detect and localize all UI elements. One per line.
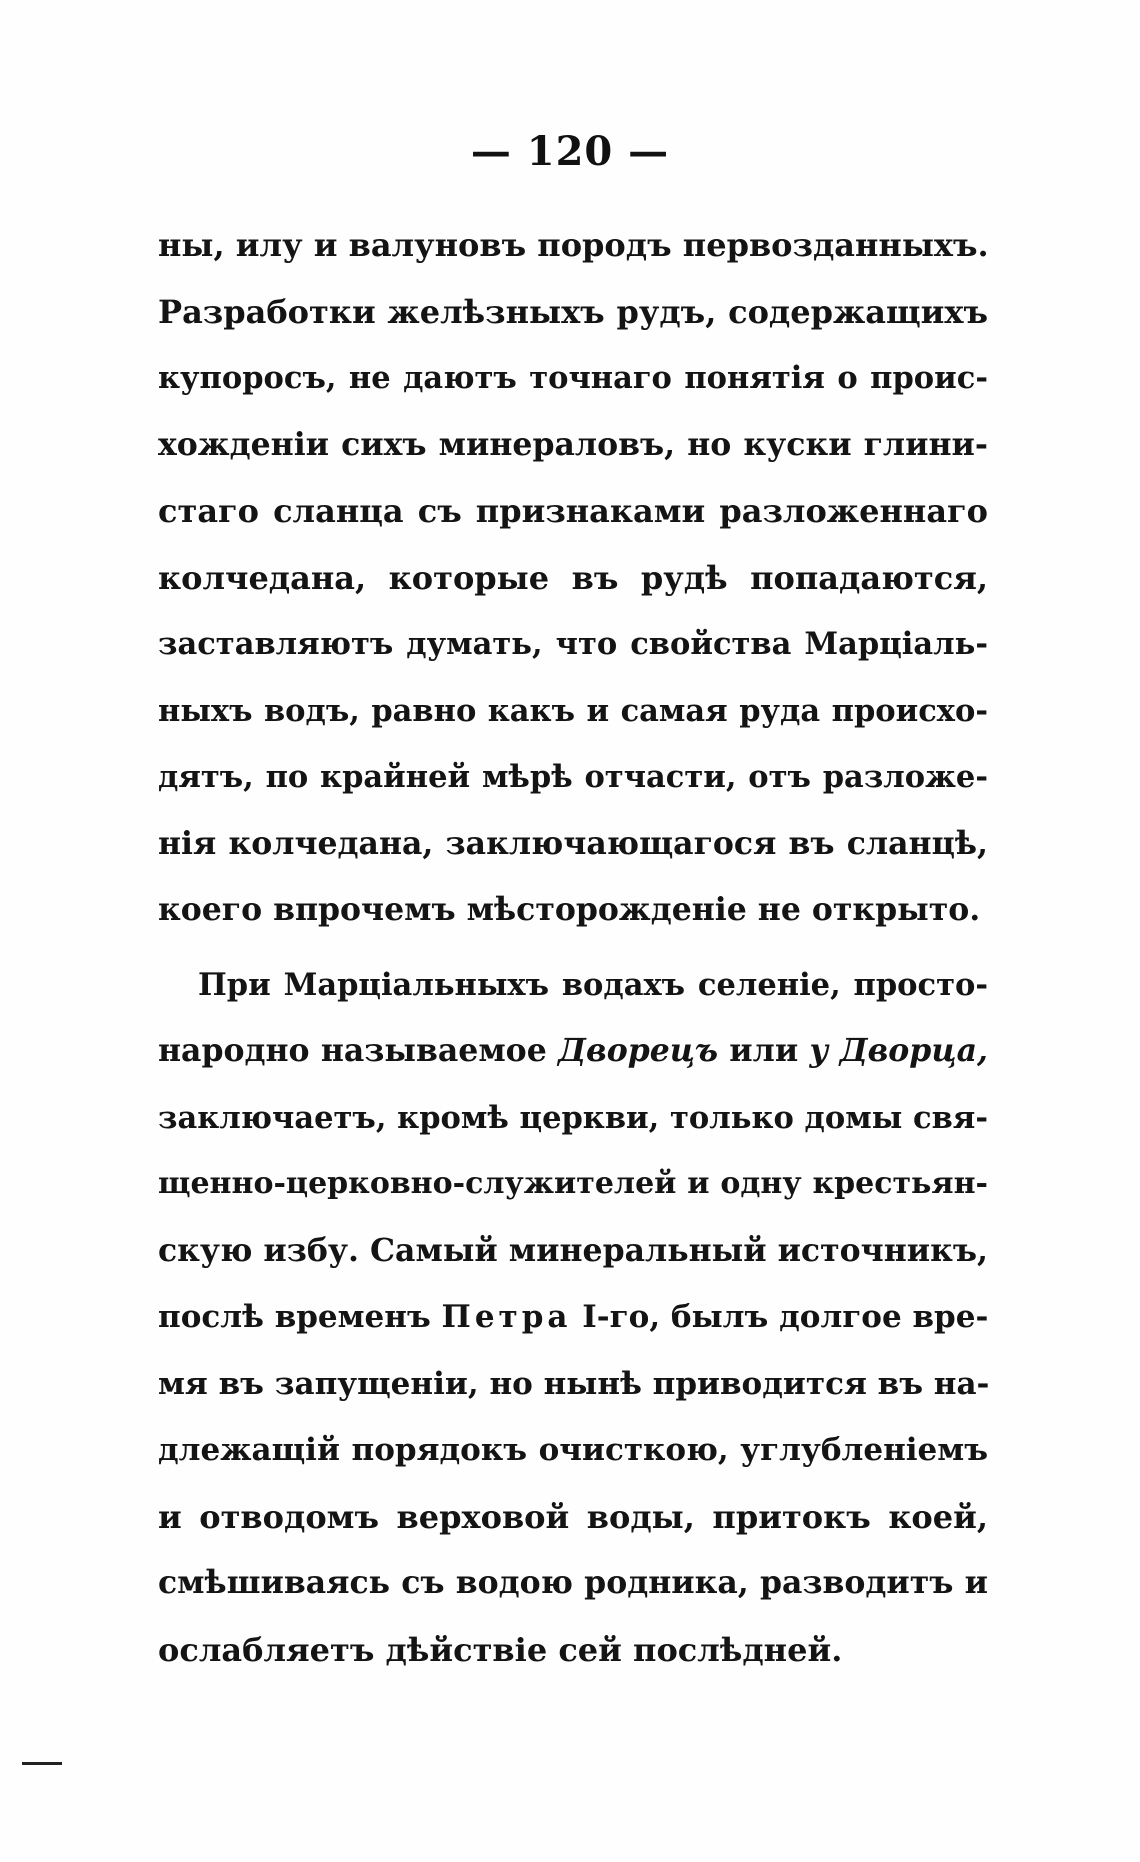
text-run: народно называемое [158,1032,559,1069]
text-line: скую избу. Самый минеральный источникъ, [158,1231,988,1269]
spaced-name: Петра [441,1299,572,1335]
text-run: или [718,1032,810,1069]
page-number: — 120 — [470,128,670,175]
text-line: мя въ запущеніи, но нынѣ приводится въ на- [158,1365,990,1402]
body-text [158,212,988,1683]
text-line: заставляютъ думать, что свойства Марціаль- [158,626,988,662]
text-line: коего впрочемъ мѣсторожденіе не открыто. [158,891,981,928]
text-line: купоросъ, не даютъ точнаго понятія о проис- [158,360,988,396]
text-line: и отводомъ верховой воды, притокъ коей, [158,1497,988,1536]
text-line: ны, илу и валуновъ породъ первозданныхъ. [158,226,989,264]
text-line [158,1018,988,1085]
text-line: дятъ, по крайней мѣрѣ отчасти, отъ разложе- [158,759,988,795]
italic-place-name: Дворецъ [558,1032,718,1069]
text-run: I-го, былъ долгое вре- [571,1299,989,1335]
paragraph-1 [158,212,988,944]
text-line: ныхъ водъ, равно какъ и самая руда происхо- [158,692,988,729]
paragraph-gap [158,944,988,952]
text-line: колчедана, которые въ рудѣ попадаются, [158,558,988,597]
text-line: стаго сланца съ признаками разложеннаго [158,492,988,530]
paragraph-2 [158,952,988,1684]
text-line: длежащій порядокъ очисткою, углубленіемъ [158,1432,988,1468]
text-line: При Марціальныхъ водахъ селеніе, просто- [198,966,988,1003]
text-line: Разработки желѣзныхъ рудъ, содержащихъ [158,292,988,331]
text-line: смѣшиваясь съ водою родника, разводитъ и [158,1564,988,1601]
text-run: послѣ временъ [158,1299,442,1335]
italic-place-name: у Дворца, [809,1032,989,1069]
text-line: хожденіи сихъ минераловъ, но куски глини- [158,425,988,463]
text-line: заключаетъ, кромѣ церкви, только домы свя- [158,1099,988,1136]
text-line: щенно-церковно-служителей и одну крестьян- [158,1166,988,1201]
text-line: нія колчедана, заключающагося въ сланцѣ, [158,824,988,862]
text-line [158,1284,988,1351]
margin-mark [22,1762,62,1765]
text-line: ослабляетъ дѣйствіе сей послѣдней. [158,1630,843,1669]
